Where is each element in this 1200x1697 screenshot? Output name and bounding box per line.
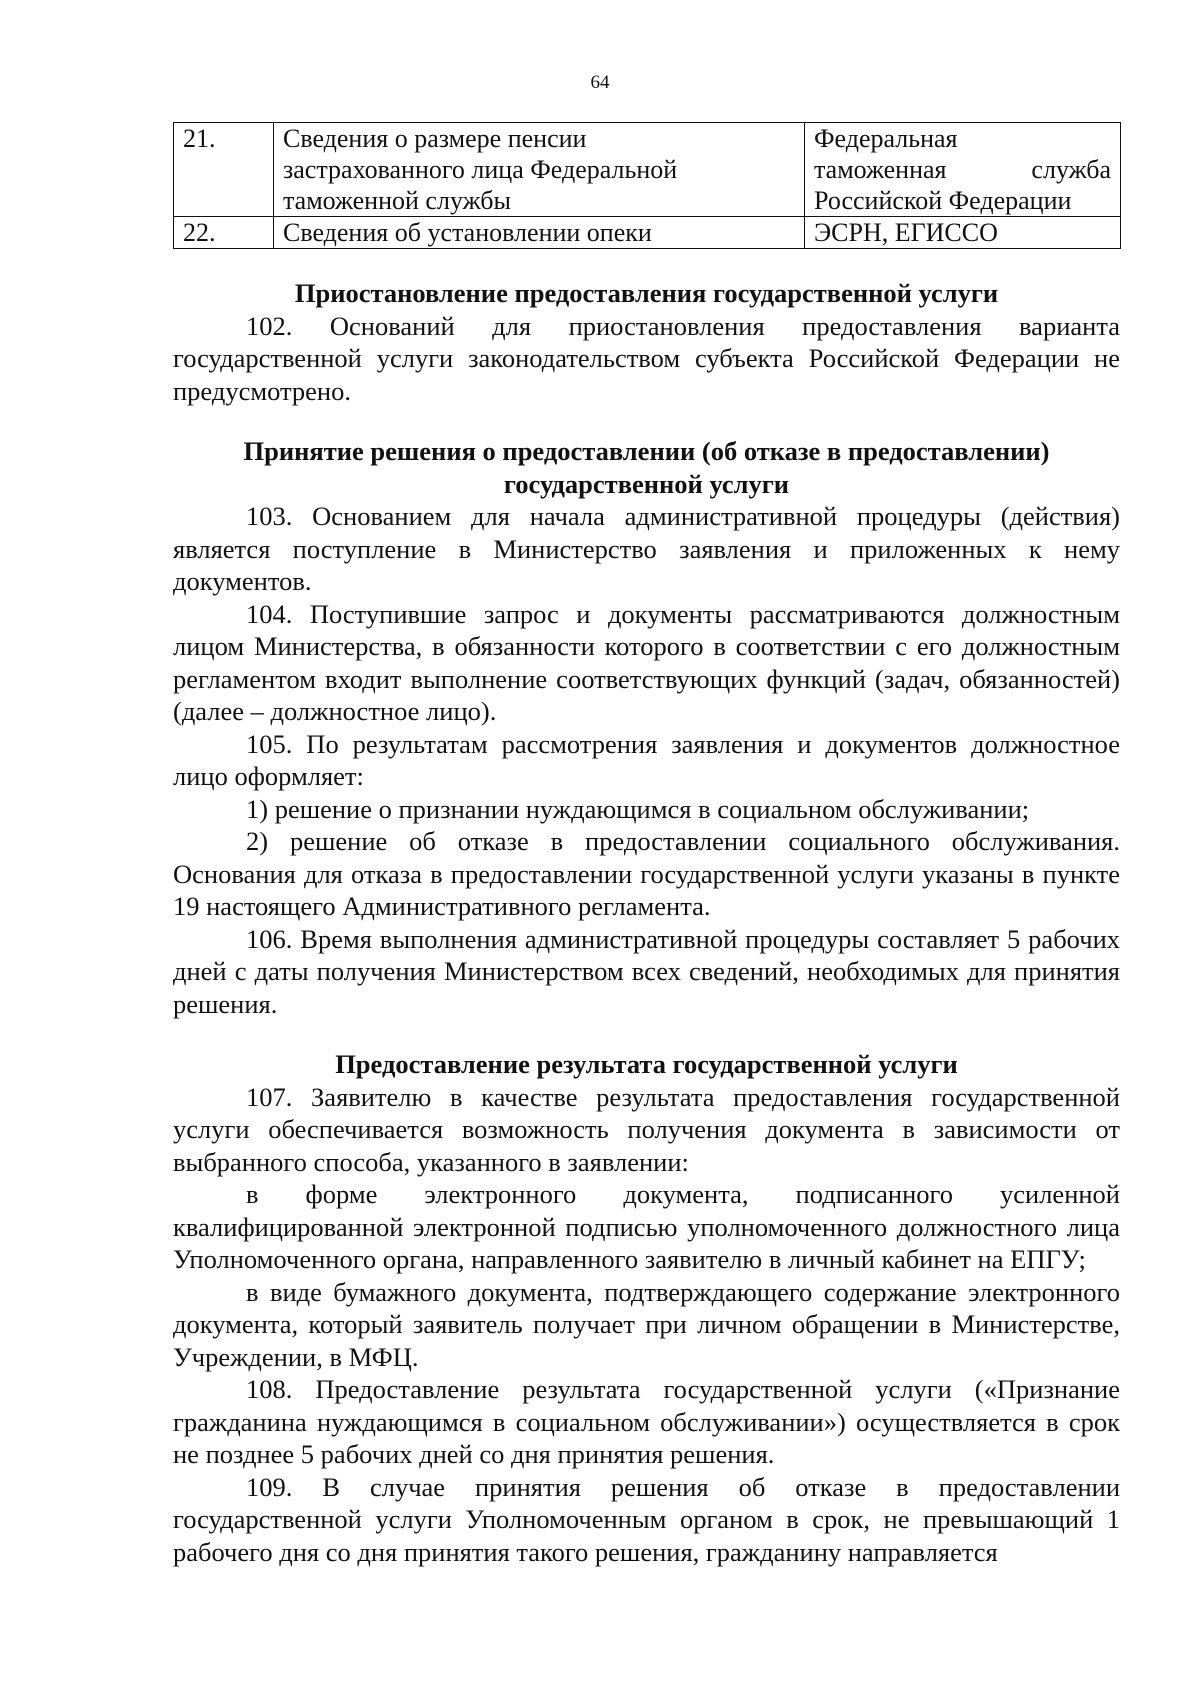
cell-line: ЭСРН, ЕГИССО	[814, 218, 998, 247]
paragraph: 103. Основанием для начала административной процедуры (действия) является поступление в Министерство заявления и приложенных к нему документов.	[173, 501, 1120, 596]
row-number: 21.	[174, 123, 274, 217]
paragraph: в виде бумажного документа, подтверждающего содержание электронного документа, который заявитель получает при личном обращении в Министерстве, Учреждении, в МФЦ.	[173, 1276, 1120, 1372]
page-number: 64	[590, 72, 610, 93]
info-cell	[274, 123, 805, 217]
paragraph: 109. В случае принятия решения об отказе в предоставлении государственной услуги Уполномоченным органом в срок, не превышающий 1 рабочего дня со дня принятия такого решения, гражданину направляется	[173, 1471, 1120, 1567]
cell-line: таможенной службы	[283, 186, 511, 215]
cell-line: Сведения о размере пенсии	[283, 124, 587, 153]
data-sources-table	[173, 122, 1121, 249]
paragraph: 107. Заявителю в качестве результата предоставления государственной услуги обеспечивается возможность получения документа в зависимости от выбранного способа, указанного в заявлении:	[173, 1081, 1120, 1177]
source-cell	[805, 123, 1121, 217]
cell-line: таможенная служба	[814, 155, 1111, 184]
row-number: 22.	[174, 217, 274, 249]
info-cell	[274, 217, 805, 249]
cell-line: Федеральная	[814, 124, 958, 153]
paragraph: в форме электронного документа, подписанного усиленной квалифицированной электронной подписью уполномоченного должностного лица Уполномоченного органа, направленного заявителю в личный кабинет на ЕПГУ;	[173, 1179, 1120, 1274]
heading-line: государственной услуги	[503, 468, 790, 499]
paragraph: 105. По результатам рассмотрения заявления и документов должностное лицо оформляет:	[173, 728, 1120, 791]
page-content	[173, 122, 1120, 1568]
paragraph: 106. Время выполнения административной процедуры составляет 5 рабочих дней с даты получения Министерством всех сведений, необходимых для принятия решения.	[173, 923, 1120, 1019]
paragraph: 1) решение о признании нуждающимся в социальном обслуживании;	[246, 793, 1030, 824]
paragraph: 2) решение об отказе в предоставлении социального обслуживания. Основания для отказа в предоставлении государственной услуги указаны в пункте 19 настоящего Административного регламента.	[173, 826, 1120, 921]
section-heading: Предоставление результата государственной услуги	[335, 1049, 958, 1079]
heading-line: Принятие решения о предоставлении (об отказе в предоставлении)	[243, 436, 1050, 466]
source-cell	[805, 217, 1121, 249]
cell-line: Российской Федерации	[814, 186, 1072, 215]
section-heading	[173, 435, 1120, 500]
paragraph: 108. Предоставление результата государственной услуги («Признание гражданина нуждающимся в социальном обслуживании») осуществляется в срок не позднее 5 рабочих дней со дня принятия решения.	[173, 1374, 1120, 1469]
cell-line: Сведения об установлении опеки	[283, 218, 652, 247]
paragraph: 104. Поступившие запрос и документы рассматриваются должностным лицом Министерства, в обязанности которого в соответствии с его должностным регламентом входит выполнение соответствующих функций (задач, обязанностей) (далее – должностное лицо).	[173, 598, 1120, 726]
table-row	[174, 217, 1121, 249]
table-row	[174, 123, 1121, 217]
paragraph: 102. Оснований для приостановления предоставления варианта государственной услуги законодательством субъекта Российской Федерации не предусмотрено.	[173, 310, 1120, 406]
section-heading: Приостановление предоставления государственной услуги	[294, 278, 999, 308]
cell-line: застрахованного лица Федеральной	[283, 155, 678, 184]
